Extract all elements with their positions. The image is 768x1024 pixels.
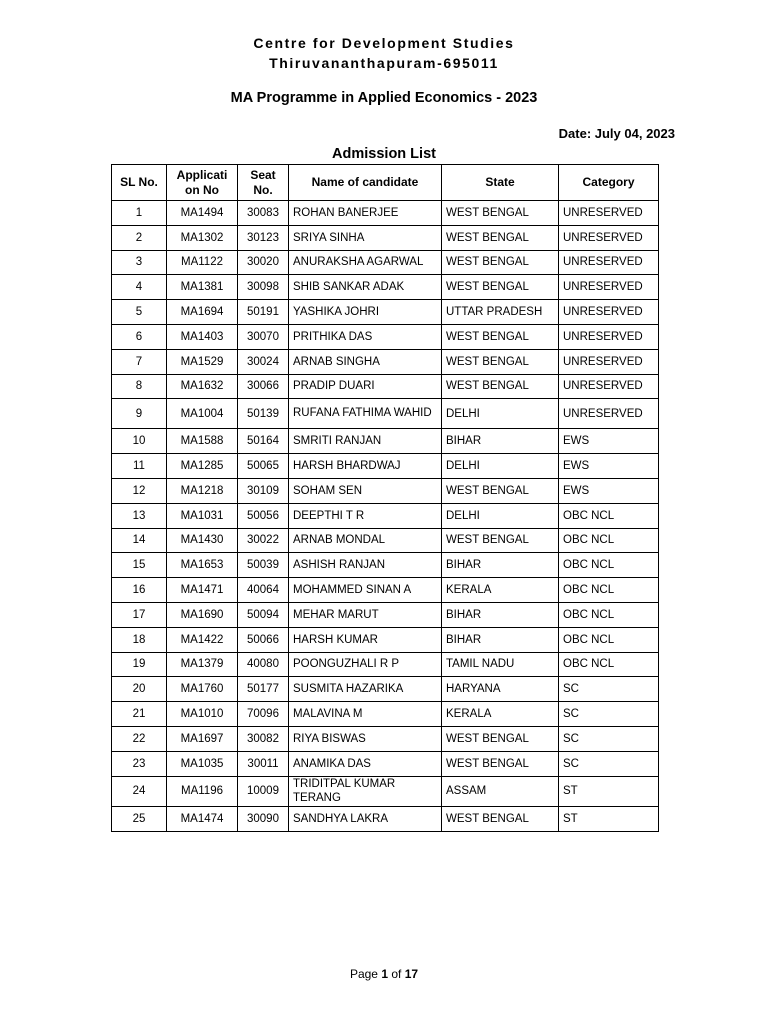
- candidate-name-cell: PRITHIKA DAS: [289, 324, 442, 349]
- programme-title: MA Programme in Applied Economics - 2023: [230, 90, 538, 106]
- column-header-state: State: [442, 165, 559, 201]
- application-no-cell: MA1588: [167, 429, 238, 454]
- table-row: [112, 553, 659, 578]
- state-cell: BIHAR: [442, 429, 559, 454]
- seat-no-cell: 50066: [238, 627, 289, 652]
- sl-no-cell: 5: [112, 300, 167, 325]
- candidate-name-cell: HARSH KUMAR: [289, 627, 442, 652]
- candidate-name-cell: YASHIKA JOHRI: [289, 300, 442, 325]
- application-no-cell: MA1031: [167, 503, 238, 528]
- sl-no-cell: 11: [112, 454, 167, 479]
- category-cell: SC: [559, 677, 659, 702]
- table-row: [112, 201, 659, 226]
- seat-no-cell: 30020: [238, 250, 289, 275]
- sl-no-cell: 3: [112, 250, 167, 275]
- candidate-name-cell: ANAMIKA DAS: [289, 751, 442, 776]
- category-cell: UNRESERVED: [559, 225, 659, 250]
- category-cell: OBC NCL: [559, 578, 659, 603]
- sl-no-cell: 16: [112, 578, 167, 603]
- sl-no-cell: 23: [112, 751, 167, 776]
- application-no-cell: MA1010: [167, 702, 238, 727]
- table-row: [112, 324, 659, 349]
- application-no-cell: MA1122: [167, 250, 238, 275]
- table-row: [112, 478, 659, 503]
- sl-no-cell: 19: [112, 652, 167, 677]
- application-no-cell: MA1430: [167, 528, 238, 553]
- seat-no-cell: 30098: [238, 275, 289, 300]
- application-no-cell: MA1653: [167, 553, 238, 578]
- category-cell: OBC NCL: [559, 627, 659, 652]
- state-cell: WEST BENGAL: [442, 528, 559, 553]
- sl-no-cell: 8: [112, 374, 167, 399]
- sl-no-cell: 4: [112, 275, 167, 300]
- candidate-name-cell: RIYA BISWAS: [289, 726, 442, 751]
- application-no-cell: MA1494: [167, 201, 238, 226]
- category-cell: ST: [559, 776, 659, 807]
- state-cell: WEST BENGAL: [442, 225, 559, 250]
- candidate-name-cell: SMRITI RANJAN: [289, 429, 442, 454]
- seat-no-cell: 50177: [238, 677, 289, 702]
- seat-no-cell: 50139: [238, 399, 289, 429]
- application-no-cell: MA1302: [167, 225, 238, 250]
- table-row: [112, 429, 659, 454]
- table-header-row: [112, 165, 659, 201]
- table-row: [112, 726, 659, 751]
- sl-no-cell: 14: [112, 528, 167, 553]
- state-cell: UTTAR PRADESH: [442, 300, 559, 325]
- seat-no-cell: 30082: [238, 726, 289, 751]
- candidate-name-cell: PRADIP DUARI: [289, 374, 442, 399]
- table-row: [112, 652, 659, 677]
- candidate-name-cell: ASHISH RANJAN: [289, 553, 442, 578]
- state-cell: KERALA: [442, 578, 559, 603]
- seat-no-cell: 40064: [238, 578, 289, 603]
- sl-no-cell: 18: [112, 627, 167, 652]
- category-cell: OBC NCL: [559, 553, 659, 578]
- sl-no-cell: 9: [112, 399, 167, 429]
- category-cell: OBC NCL: [559, 528, 659, 553]
- category-cell: EWS: [559, 478, 659, 503]
- column-header-application-no: Applicati on No: [167, 165, 238, 201]
- candidate-name-cell: SANDHYA LAKRA: [289, 807, 442, 832]
- candidate-name-cell: SUSMITA HAZARIKA: [289, 677, 442, 702]
- state-cell: WEST BENGAL: [442, 349, 559, 374]
- column-header-category: Category: [559, 165, 659, 201]
- category-cell: UNRESERVED: [559, 349, 659, 374]
- candidate-name-cell: MOHAMMED SINAN A: [289, 578, 442, 603]
- application-no-cell: MA1632: [167, 374, 238, 399]
- application-no-cell: MA1471: [167, 578, 238, 603]
- seat-no-cell: 30123: [238, 225, 289, 250]
- table-row: [112, 225, 659, 250]
- seat-no-cell: 50094: [238, 602, 289, 627]
- category-cell: ST: [559, 807, 659, 832]
- state-cell: WEST BENGAL: [442, 374, 559, 399]
- table-row: [112, 503, 659, 528]
- sl-no-cell: 2: [112, 225, 167, 250]
- application-no-cell: MA1694: [167, 300, 238, 325]
- sl-no-cell: 10: [112, 429, 167, 454]
- category-cell: UNRESERVED: [559, 300, 659, 325]
- sl-no-cell: 22: [112, 726, 167, 751]
- column-header-seat-no: Seat No.: [238, 165, 289, 201]
- state-cell: ASSAM: [442, 776, 559, 807]
- state-cell: WEST BENGAL: [442, 201, 559, 226]
- application-no-cell: MA1196: [167, 776, 238, 807]
- category-cell: UNRESERVED: [559, 399, 659, 429]
- table-row: [112, 602, 659, 627]
- candidate-name-cell: RUFANA FATHIMA WAHID: [289, 399, 442, 429]
- sl-no-cell: 6: [112, 324, 167, 349]
- candidate-name-cell: POONGUZHALI R P: [289, 652, 442, 677]
- seat-no-cell: 30011: [238, 751, 289, 776]
- column-header-candidate-name: Name of candidate: [289, 165, 442, 201]
- application-no-cell: MA1760: [167, 677, 238, 702]
- table-row: [112, 374, 659, 399]
- institution-address: Thiruvananthapuram-695011: [269, 55, 499, 71]
- candidate-name-cell: SRIYA SINHA: [289, 225, 442, 250]
- list-title: Admission List: [332, 146, 436, 162]
- sl-no-cell: 21: [112, 702, 167, 727]
- seat-no-cell: 50164: [238, 429, 289, 454]
- seat-no-cell: 30066: [238, 374, 289, 399]
- sl-no-cell: 13: [112, 503, 167, 528]
- state-cell: WEST BENGAL: [442, 324, 559, 349]
- seat-no-cell: 30083: [238, 201, 289, 226]
- seat-no-cell: 50039: [238, 553, 289, 578]
- table-body: [112, 201, 659, 832]
- candidate-name-cell: MEHAR MARUT: [289, 602, 442, 627]
- document-date: Date: July 04, 2023: [558, 126, 675, 141]
- page-number: 1: [381, 967, 388, 981]
- state-cell: WEST BENGAL: [442, 275, 559, 300]
- sl-no-cell: 1: [112, 201, 167, 226]
- category-cell: SC: [559, 702, 659, 727]
- table-row: [112, 627, 659, 652]
- category-cell: OBC NCL: [559, 652, 659, 677]
- state-cell: HARYANA: [442, 677, 559, 702]
- page-footer: [0, 967, 768, 981]
- state-cell: TAMIL NADU: [442, 652, 559, 677]
- application-no-cell: MA1218: [167, 478, 238, 503]
- table-row: [112, 528, 659, 553]
- application-no-cell: MA1474: [167, 807, 238, 832]
- table-row: [112, 776, 659, 807]
- category-cell: SC: [559, 751, 659, 776]
- candidate-name-cell: HARSH BHARDWAJ: [289, 454, 442, 479]
- category-cell: UNRESERVED: [559, 275, 659, 300]
- seat-no-cell: 40080: [238, 652, 289, 677]
- seat-no-cell: 30070: [238, 324, 289, 349]
- page-label: Page: [349, 967, 382, 981]
- seat-no-cell: 50191: [238, 300, 289, 325]
- seat-no-cell: 30090: [238, 807, 289, 832]
- state-cell: WEST BENGAL: [442, 478, 559, 503]
- admission-table: [111, 164, 659, 832]
- table-row: [112, 578, 659, 603]
- state-cell: DELHI: [442, 503, 559, 528]
- state-cell: WEST BENGAL: [442, 726, 559, 751]
- seat-no-cell: 50065: [238, 454, 289, 479]
- table-row: [112, 349, 659, 374]
- state-cell: BIHAR: [442, 602, 559, 627]
- candidate-name-cell: DEEPTHI T R: [289, 503, 442, 528]
- category-cell: EWS: [559, 429, 659, 454]
- category-cell: UNRESERVED: [559, 201, 659, 226]
- table-row: [112, 677, 659, 702]
- page-of-label: of: [388, 967, 405, 981]
- seat-no-cell: 30024: [238, 349, 289, 374]
- column-header-sl-no: SL No.: [112, 165, 167, 201]
- seat-no-cell: 10009: [238, 776, 289, 807]
- seat-no-cell: 30109: [238, 478, 289, 503]
- state-cell: WEST BENGAL: [442, 807, 559, 832]
- table-row: [112, 807, 659, 832]
- category-cell: EWS: [559, 454, 659, 479]
- category-cell: UNRESERVED: [559, 374, 659, 399]
- table-row: [112, 751, 659, 776]
- category-cell: UNRESERVED: [559, 324, 659, 349]
- application-no-cell: MA1529: [167, 349, 238, 374]
- candidate-name-cell: ARNAB MONDAL: [289, 528, 442, 553]
- candidate-name-cell: SHIB SANKAR ADAK: [289, 275, 442, 300]
- table-row: [112, 300, 659, 325]
- candidate-name-cell: ANURAKSHA AGARWAL: [289, 250, 442, 275]
- table-row: [112, 275, 659, 300]
- category-cell: OBC NCL: [559, 503, 659, 528]
- sl-no-cell: 12: [112, 478, 167, 503]
- state-cell: BIHAR: [442, 627, 559, 652]
- candidate-name-cell: ROHAN BANERJEE: [289, 201, 442, 226]
- application-no-cell: MA1285: [167, 454, 238, 479]
- table-row: [112, 399, 659, 429]
- state-cell: BIHAR: [442, 553, 559, 578]
- table-row: [112, 454, 659, 479]
- application-no-cell: MA1690: [167, 602, 238, 627]
- application-no-cell: MA1422: [167, 627, 238, 652]
- page-total: 17: [404, 967, 419, 981]
- sl-no-cell: 7: [112, 349, 167, 374]
- state-cell: WEST BENGAL: [442, 751, 559, 776]
- seat-no-cell: 70096: [238, 702, 289, 727]
- category-cell: OBC NCL: [559, 602, 659, 627]
- sl-no-cell: 15: [112, 553, 167, 578]
- application-no-cell: MA1379: [167, 652, 238, 677]
- sl-no-cell: 20: [112, 677, 167, 702]
- application-no-cell: MA1035: [167, 751, 238, 776]
- seat-no-cell: 50056: [238, 503, 289, 528]
- category-cell: UNRESERVED: [559, 250, 659, 275]
- application-no-cell: MA1403: [167, 324, 238, 349]
- application-no-cell: MA1004: [167, 399, 238, 429]
- candidate-name-cell: MALAVINA M: [289, 702, 442, 727]
- category-cell: SC: [559, 726, 659, 751]
- sl-no-cell: 25: [112, 807, 167, 832]
- state-cell: KERALA: [442, 702, 559, 727]
- state-cell: DELHI: [442, 454, 559, 479]
- table-row: [112, 702, 659, 727]
- institution-name: Centre for Development Studies: [253, 35, 515, 51]
- state-cell: DELHI: [442, 399, 559, 429]
- candidate-name-cell: SOHAM SEN: [289, 478, 442, 503]
- sl-no-cell: 24: [112, 776, 167, 807]
- state-cell: WEST BENGAL: [442, 250, 559, 275]
- candidate-name-cell: TRIDITPAL KUMAR TERANG: [289, 776, 442, 807]
- application-no-cell: MA1697: [167, 726, 238, 751]
- sl-no-cell: 17: [112, 602, 167, 627]
- candidate-name-cell: ARNAB SINGHA: [289, 349, 442, 374]
- table-row: [112, 250, 659, 275]
- application-no-cell: MA1381: [167, 275, 238, 300]
- seat-no-cell: 30022: [238, 528, 289, 553]
